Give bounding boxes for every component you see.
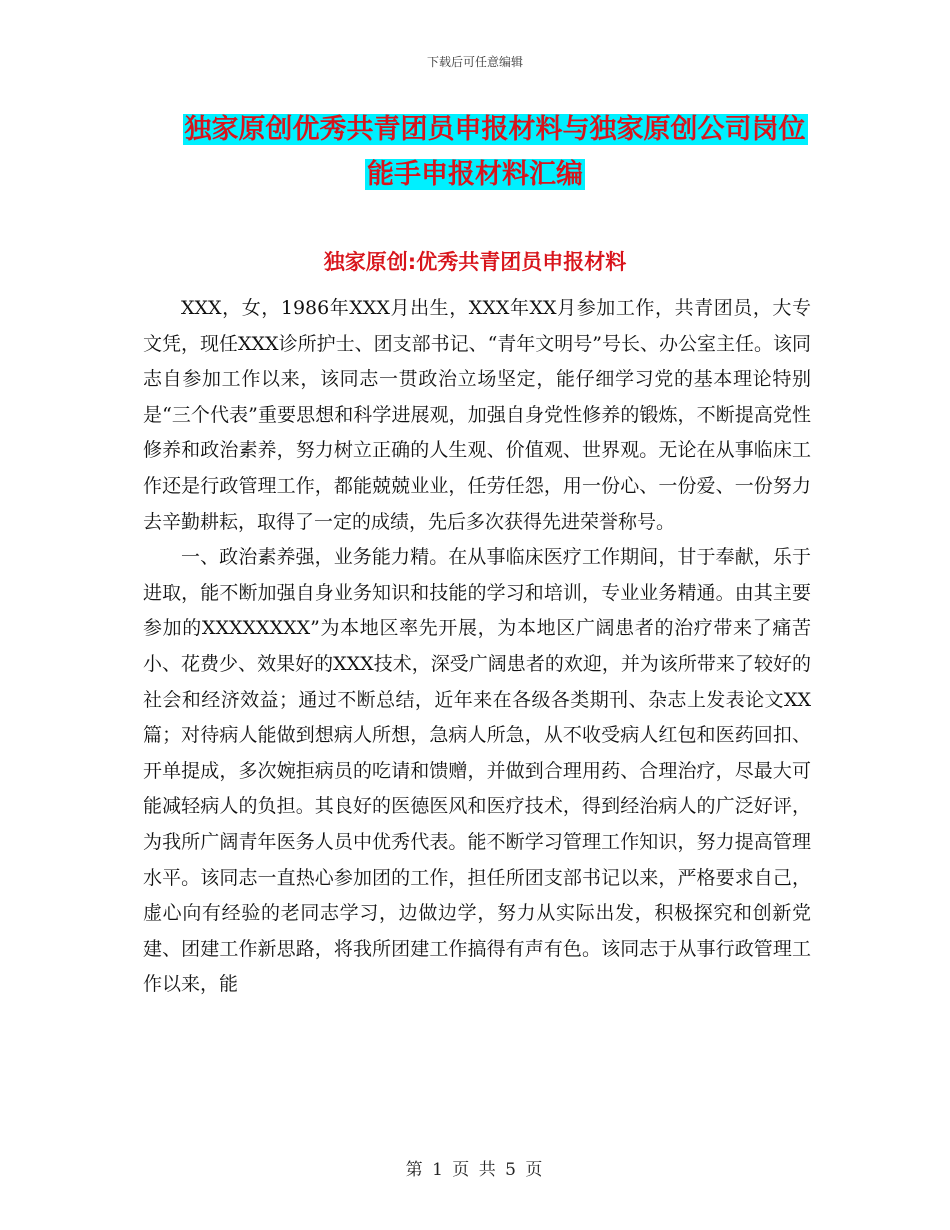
- section-title: 独家原创:优秀共青团员申报材料: [323, 250, 627, 274]
- paragraph-2: 一、政治素养强，业务能力精。在从事临床医疗工作期间，甘于奉献，乐于进取，能不断加强自身业务知识和技能的学习和培训，专业业务精通。由其主要参加的XXXXXXXX”为本地区率先开展，为本地区广阔患者的治疗带来了痛苦小、花费少、效果好的XXX技术，深受广阔患者的欢迎，并为该所带来了较好的社会和经济效益；通过不断总结，近年来在各级各类期刊、杂志上发表论文XX篇；对待病人能做到想病人所想，急病人所急，从不收受病人红包和医药回扣、开单提成，多次婉拒病员的吃请和馈赠，并做到合理用药、合理治疗，尽最大可能减轻病人的负担。其良好的医德医风和医疗技术，得到经治病人的广泛好评，为我所广阔青年医务人员中优秀代表。能不断学习管理工作知识，努力提高管理水平。该同志一直热心参加团的工作，担任所团支部书记以来，严格要求自己，虚心向有经验的老同志学习，边做边学，努力从实际出发，积极探究和创新党建、团建工作新思路，将我所团建工作搞得有声有色。该同志于从事行政管理工作以来，能: [143, 546, 811, 996]
- document-title-line-1: [0, 110, 950, 150]
- document-title-text-1: 独家原创优秀共青团员申报材料与独家原创公司岗位: [184, 114, 806, 145]
- page-number-footer: 第 1 页 共 5 页: [405, 1160, 545, 1180]
- paragraph-1: XXX，女，1986年XXX月出生，XXX年XX月参加工作，共青团员，大专文凭，现任XXX诊所护士、团支部书记、“青年文明号”号长、办公室主任。该同志自参加工作以来，该同志一贯政治立场坚定，能仔细学习党的基本理论特别是“三个代表”重要思想和科学进展观，加强自身党性修养的锻炼，不断提高党性修养和政治素养，努力树立正确的人生观、价值观、世界观。无论在从事临床工作还是行政管理工作，都能兢兢业业，任劳任怨，用一份心、一份爱、一份努力去辛勤耕耘，取得了一定的成绩，先后多次获得先进荣誉称号。: [143, 297, 812, 533]
- header-note: 下载后可任意编辑: [426, 55, 523, 69]
- document-title-text-2: 能手申报材料汇编: [367, 159, 583, 190]
- document-title-line-2: [0, 155, 950, 195]
- document-body: [143, 291, 811, 1003]
